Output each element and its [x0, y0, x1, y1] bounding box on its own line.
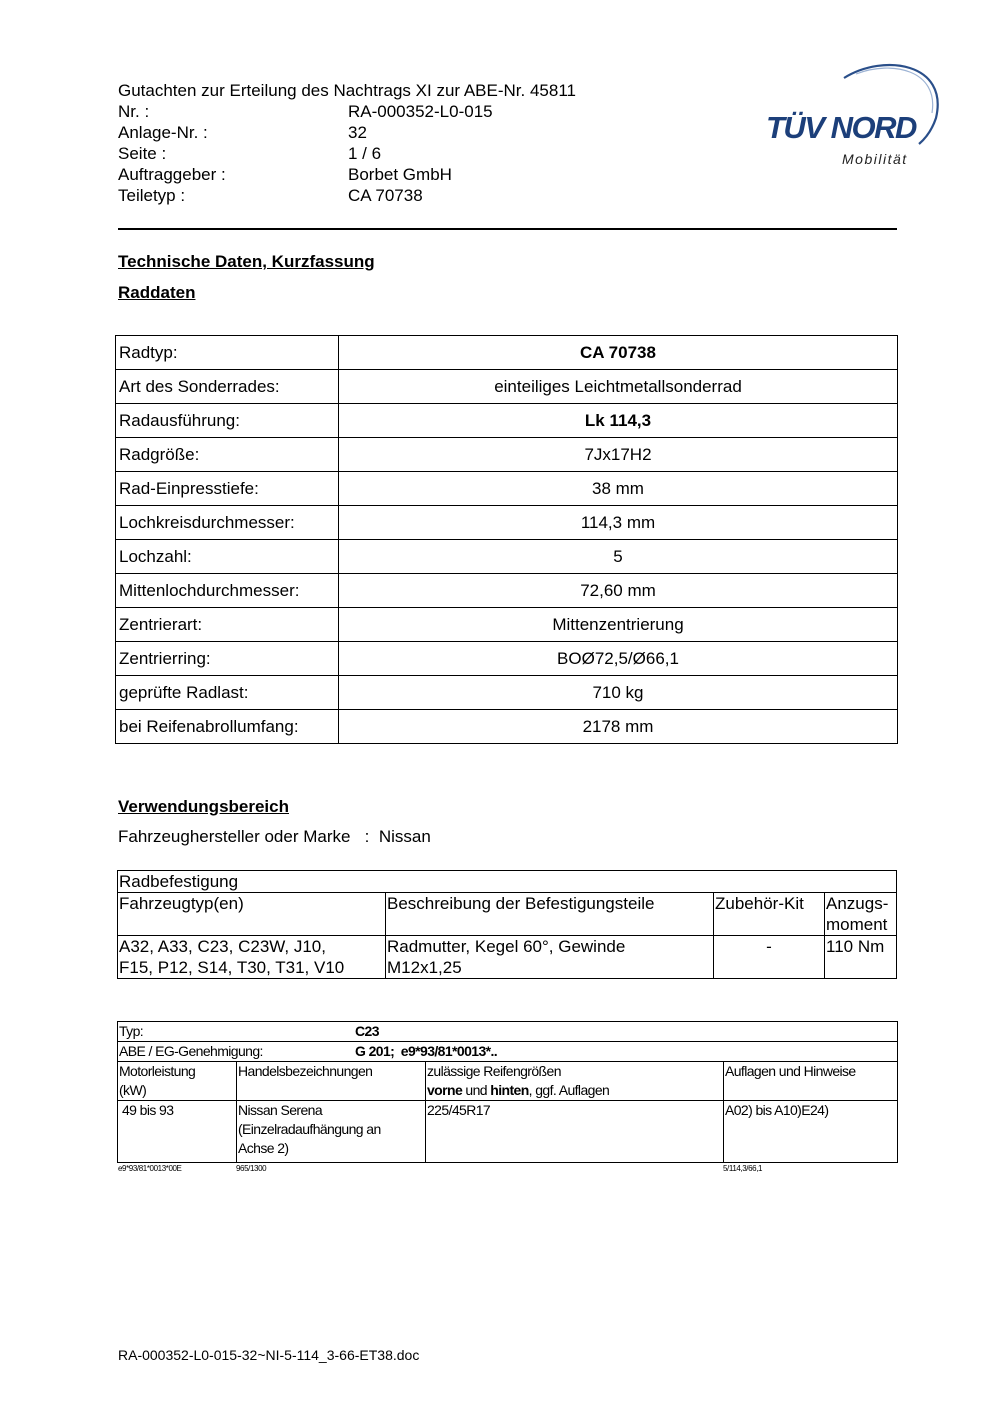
field-value-auftraggeber: Borbet GmbH	[348, 165, 452, 184]
table-row	[116, 608, 898, 642]
raddaten-value: Mittenzentrierung	[339, 608, 898, 642]
field-value-nr: RA-000352-L0-015	[348, 102, 493, 121]
raddaten-label: Mittenlochdurchmesser:	[116, 574, 339, 608]
table-row	[118, 1022, 898, 1042]
manufacturer-sep: :	[364, 827, 370, 846]
logo-sub-text: Mobilität	[842, 151, 908, 167]
logo-brand-text: TÜV NORD	[766, 110, 916, 145]
table-row	[116, 438, 898, 472]
header-beschreibung: Beschreibung der Befestigungsteile	[386, 893, 714, 936]
cell-motorleistung: 49 bis 93	[118, 1101, 237, 1163]
manufacturer-label: Fahrzeughersteller oder Marke	[118, 827, 351, 846]
raddaten-table	[115, 335, 898, 744]
header-fields	[118, 101, 648, 206]
typ-table	[117, 1021, 898, 1163]
tires-header-und: und	[462, 1082, 491, 1098]
raddaten-label: geprüfte Radlast:	[116, 676, 339, 710]
befestigung-title: Radbefestigung	[118, 871, 897, 893]
document-header	[118, 80, 648, 206]
header-anzugsmoment	[825, 893, 897, 936]
raddaten-value: 5	[339, 540, 898, 574]
section-title-verwendungsbereich: Verwendungsbereich	[118, 797, 289, 816]
tuv-nord-logo	[764, 58, 944, 178]
raddaten-value: 710 kg	[339, 676, 898, 710]
cell-reifengroessen: 225/45R17	[426, 1101, 724, 1163]
header-divider	[118, 228, 897, 230]
field-label-teiletyp: Teiletyp :	[118, 186, 186, 205]
raddaten-label: Lochzahl:	[116, 540, 339, 574]
manufacturer-line	[118, 827, 431, 847]
typ-row	[118, 1022, 898, 1042]
table-row	[116, 676, 898, 710]
table-row	[118, 871, 897, 893]
typ-value: C23	[355, 1023, 379, 1039]
raddaten-value: 7Jx17H2	[339, 438, 898, 472]
document-footer: RA-000352-L0-015-32~NI-5-114_3-66-ET38.doc	[118, 1347, 420, 1363]
header-anzugs: Anzugs-	[826, 894, 889, 913]
cell-anzugsmoment: 110 Nm	[825, 936, 897, 979]
power-header-line-1: Motorleistung	[119, 1063, 196, 1079]
table-row	[116, 540, 898, 574]
small-note-weight: 965/1300	[236, 1164, 267, 1173]
table-row	[116, 336, 898, 370]
cell-handelsbezeichnungen	[237, 1101, 426, 1163]
names-line-2: (Einzelradaufhängung an	[238, 1121, 381, 1137]
table-row	[116, 404, 898, 438]
header-handelsbezeichnungen: Handelsbezeichnungen	[237, 1062, 426, 1101]
table-row	[116, 574, 898, 608]
raddaten-value: 114,3 mm	[339, 506, 898, 540]
field-label-seite: Seite :	[118, 144, 167, 163]
field-value-seite: 1 / 6	[348, 144, 382, 163]
field-label-anlage: Anlage-Nr. :	[118, 123, 208, 142]
small-note-approval: e9*93/81*0013*00E	[118, 1164, 182, 1173]
table-row	[116, 642, 898, 676]
header-reifengroessen	[426, 1062, 724, 1101]
header-moment: moment	[826, 915, 888, 934]
raddaten-label: Radtyp:	[116, 336, 339, 370]
names-line-3: Achse 2)	[238, 1140, 289, 1156]
raddaten-label: bei Reifenabrollumfang:	[116, 710, 339, 744]
table-header-row	[118, 1062, 898, 1101]
raddaten-label: Zentrierart:	[116, 608, 339, 642]
raddaten-label: Radausführung:	[116, 404, 339, 438]
tires-header-hinten: hinten	[490, 1082, 529, 1098]
typ-label: Typ:	[119, 1023, 144, 1039]
radbefestigung-table	[117, 870, 897, 979]
table-row	[116, 472, 898, 506]
raddaten-value: Lk 114,3	[339, 404, 898, 438]
raddaten-label: Lochkreisdurchmesser:	[116, 506, 339, 540]
header-fahrzeugtyp: Fahrzeugtyp(en)	[118, 893, 386, 936]
table-row	[116, 506, 898, 540]
raddaten-label: Rad-Einpresstiefe:	[116, 472, 339, 506]
raddaten-value: BOØ72,5/Ø66,1	[339, 642, 898, 676]
raddaten-value: 38 mm	[339, 472, 898, 506]
table-header-row	[118, 893, 897, 936]
names-line-1: Nissan Serena	[238, 1102, 323, 1118]
power-header-line-2: (kW)	[119, 1082, 147, 1098]
table-row	[116, 370, 898, 404]
cell-fahrzeugtypen	[118, 936, 386, 979]
cell-auflagen: A02) bis A10)E24)	[724, 1101, 898, 1163]
table-row	[118, 936, 897, 979]
types-line-1: A32, A33, C23, C23W, J10,	[119, 937, 326, 956]
tires-header-rest: , ggf. Auflagen	[528, 1082, 610, 1098]
tires-header-line-2	[427, 1081, 722, 1100]
section-title-raddaten: Raddaten	[118, 283, 196, 302]
raddaten-label: Art des Sonderrades:	[116, 370, 339, 404]
abe-value-1: G 201	[355, 1043, 391, 1059]
raddaten-label: Zentrierring:	[116, 642, 339, 676]
section-title-technische-daten: Technische Daten, Kurzfassung	[118, 252, 375, 271]
raddaten-label: Radgröße:	[116, 438, 339, 472]
cell-beschreibung	[386, 936, 714, 979]
field-value-teiletyp: CA 70738	[348, 186, 423, 205]
tires-header-line-1: zulässige Reifengrößen	[427, 1063, 561, 1079]
document-title: Gutachten zur Erteilung des Nachtrags XI zur ABE-Nr. 45811	[118, 81, 576, 100]
types-line-2: F15, P12, S14, T30, T31, V10	[119, 958, 345, 977]
raddaten-value: einteiliges Leichtmetallsonderrad	[339, 370, 898, 404]
abe-row	[118, 1042, 898, 1062]
header-zubehoer: Zubehör-Kit	[714, 893, 825, 936]
table-row	[116, 710, 898, 744]
table-row	[118, 1042, 898, 1062]
abe-value-2: e9*93/81*0013*..	[400, 1043, 498, 1059]
desc-line-2: M12x1,25	[387, 958, 462, 977]
raddaten-value: 72,60 mm	[339, 574, 898, 608]
header-motorleistung	[118, 1062, 237, 1101]
desc-line-1: Radmutter, Kegel 60°, Gewinde	[387, 937, 626, 956]
small-note-wheel: 5/114,3/66,1	[723, 1164, 763, 1173]
raddaten-value: 2178 mm	[339, 710, 898, 744]
field-label-nr: Nr. :	[118, 102, 150, 121]
tires-header-vorne: vorne	[427, 1082, 463, 1098]
abe-label: ABE / EG-Genehmigung:	[119, 1043, 263, 1059]
table-row	[118, 1101, 898, 1163]
manufacturer-value: Nissan	[378, 827, 431, 846]
cell-zubehoer: -	[714, 936, 825, 979]
raddaten-value: CA 70738	[339, 336, 898, 370]
header-auflagen: Auflagen und Hinweise	[724, 1062, 898, 1101]
abe-sep: ;	[390, 1043, 395, 1059]
field-value-anlage: 32	[348, 123, 367, 142]
field-label-auftraggeber: Auftraggeber :	[118, 165, 226, 184]
